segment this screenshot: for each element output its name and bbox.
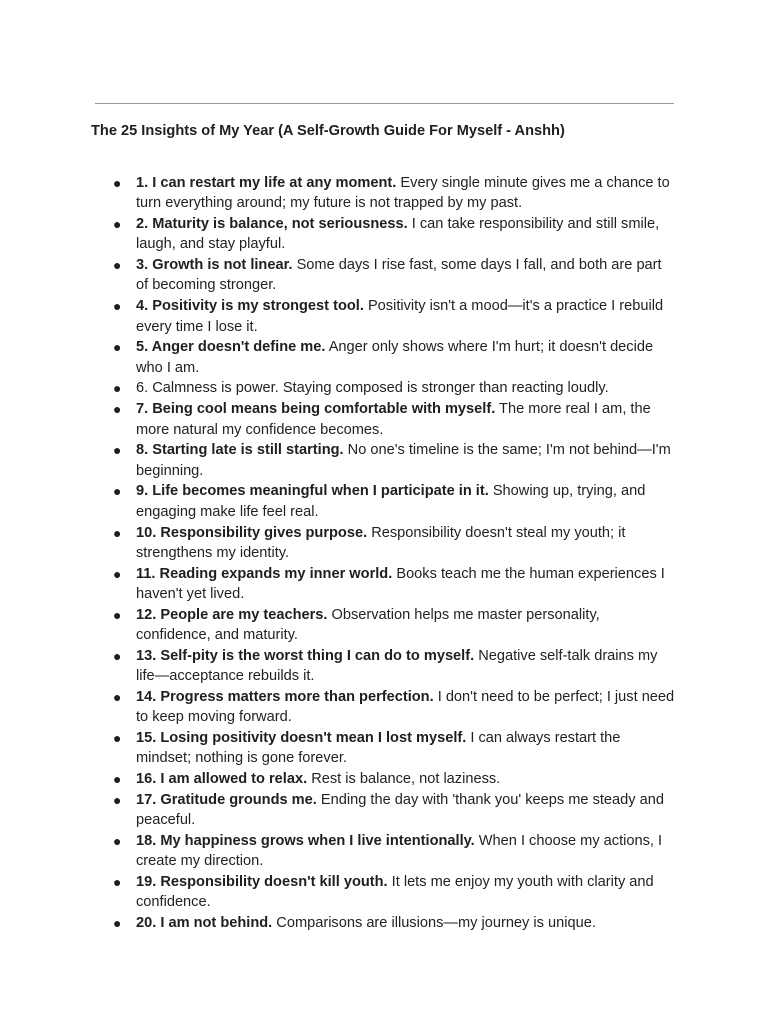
- insight-item-7: [0, 399, 676, 440]
- insight-text: I can take responsibility and still smile, laugh, and stay playful.: [136, 216, 660, 253]
- insight-item-8: [0, 440, 676, 481]
- insight-item-15: [0, 728, 676, 769]
- insight-text: Books teach me the human experiences I haven't yet lived.: [136, 565, 665, 602]
- bullet-icon: ●: [113, 730, 122, 747]
- insight-lead: 13. Self-pity is the worst thing I can do to myself.: [136, 647, 475, 664]
- insight-item-9: [0, 481, 676, 522]
- bullet-icon: ●: [113, 606, 122, 623]
- insight-text: The more real I am, the more natural my confidence becomes.: [136, 401, 651, 438]
- insight-lead: 6. Calmness is power.: [136, 380, 279, 397]
- insight-item-17: [0, 790, 676, 831]
- insight-lead: 18. My happiness grows when I live intentionally.: [136, 833, 475, 849]
- insight-item-18: [0, 831, 676, 872]
- bullet-icon: ●: [113, 647, 122, 664]
- insight-lead: 1. I can restart my life at any moment.: [136, 175, 397, 191]
- bullet-icon: ●: [113, 175, 122, 191]
- bullet-icon: ●: [113, 380, 122, 397]
- insight-lead: 20. I am not behind.: [136, 915, 273, 932]
- insight-item-1: [0, 173, 676, 214]
- bullet-icon: ●: [113, 791, 122, 808]
- insight-item-16: [0, 769, 676, 789]
- bullet-icon: ●: [113, 339, 122, 356]
- insight-item-6: [0, 378, 676, 398]
- insight-text: Every single minute gives me a chance to turn everything around; my future is not trapped by my past.: [136, 175, 670, 212]
- insight-text: I can always restart the mindset; nothing is gone forever.: [136, 730, 621, 767]
- insight-text: No one's timeline is the same; I'm not behind—I'm beginning.: [136, 442, 671, 479]
- insight-lead: 10. Responsibility gives purpose.: [136, 524, 368, 541]
- insight-text: It lets me enjoy my youth with clarity and confidence.: [136, 874, 654, 911]
- insight-text: Staying composed is stronger than reacting loudly.: [278, 380, 609, 397]
- insight-text: Responsibility doesn't steal my youth; it strengthens my identity.: [136, 524, 626, 561]
- insight-text: Comparisons are illusions—my journey is unique.: [272, 915, 596, 932]
- insight-lead: 3. Growth is not linear.: [136, 257, 293, 274]
- insight-item-10: [0, 523, 676, 564]
- insight-text: Showing up, trying, and engaging make life feel real.: [136, 483, 646, 520]
- insight-lead: 4. Positivity is my strongest tool.: [136, 298, 364, 315]
- insight-text: Negative self-talk drains my life—acceptance rebuilds it.: [136, 647, 658, 685]
- insight-text: Ending the day with 'thank you' keeps me steady and peaceful.: [136, 791, 664, 829]
- bullet-icon: ●: [113, 688, 122, 705]
- insight-lead: 7. Being cool means being comfortable with myself.: [136, 401, 496, 418]
- insight-item-12: [0, 605, 676, 646]
- insight-lead: 2. Maturity is balance, not seriousness.: [136, 216, 408, 233]
- insight-text: When I choose my actions, I create my direction.: [136, 833, 663, 870]
- insight-text: Anger only shows where I'm hurt; it doesn't decide who I am.: [136, 339, 654, 376]
- insight-lead: 17. Gratitude grounds me.: [136, 791, 317, 808]
- horizontal-rule: [95, 103, 674, 104]
- insight-lead: 9. Life becomes meaningful when I participate in it.: [136, 483, 489, 500]
- bullet-icon: ●: [113, 216, 122, 233]
- insight-item-14: [0, 687, 676, 728]
- insight-lead: 19. Responsibility doesn't kill youth.: [136, 874, 388, 891]
- bullet-icon: ●: [113, 771, 122, 788]
- bullet-icon: ●: [113, 401, 122, 418]
- insight-item-5: [0, 337, 676, 378]
- insight-item-13: [0, 646, 676, 687]
- insight-text: Some days I rise fast, some days I fall, and both are part of becoming stronger.: [136, 257, 662, 294]
- insight-lead: 11. Reading expands my inner world.: [136, 565, 393, 582]
- insight-text: I don't need to be perfect; I just need to keep moving forward.: [136, 688, 675, 726]
- insight-item-3: [0, 255, 676, 296]
- insight-item-11: [0, 564, 676, 605]
- insight-item-4: [0, 296, 676, 337]
- bullet-icon: ●: [113, 833, 122, 849]
- insight-text: Rest is balance, not laziness.: [307, 771, 501, 788]
- bullet-icon: ●: [113, 483, 122, 500]
- insight-text: Observation helps me master personality, confidence, and maturity.: [136, 606, 600, 644]
- insight-lead: 5. Anger doesn't define me.: [136, 339, 326, 356]
- bullet-icon: ●: [113, 565, 122, 582]
- insight-lead: 16. I am allowed to relax.: [136, 771, 308, 788]
- insight-lead: 12. People are my teachers.: [136, 606, 328, 623]
- insight-lead: 15. Losing positivity doesn't mean I lost myself.: [136, 730, 467, 747]
- bullet-icon: ●: [113, 298, 122, 315]
- bullet-icon: ●: [113, 915, 122, 932]
- insight-item-20: [0, 913, 676, 933]
- insight-lead: 8. Starting late is still starting.: [136, 442, 344, 459]
- document-title: The 25 Insights of My Year (A Self-Growth Guide For Myself - Anshh): [91, 123, 565, 139]
- insight-item-2: [0, 214, 676, 255]
- bullet-icon: ●: [113, 524, 122, 541]
- insight-text: Positivity isn't a mood—it's a practice I rebuild every time I lose it.: [136, 298, 664, 335]
- bullet-icon: ●: [113, 257, 122, 274]
- insights-list: [0, 173, 768, 934]
- bullet-icon: ●: [113, 874, 122, 891]
- insight-lead: 14. Progress matters more than perfection.: [136, 688, 434, 705]
- insight-item-19: [0, 872, 676, 913]
- bullet-icon: ●: [113, 442, 122, 459]
